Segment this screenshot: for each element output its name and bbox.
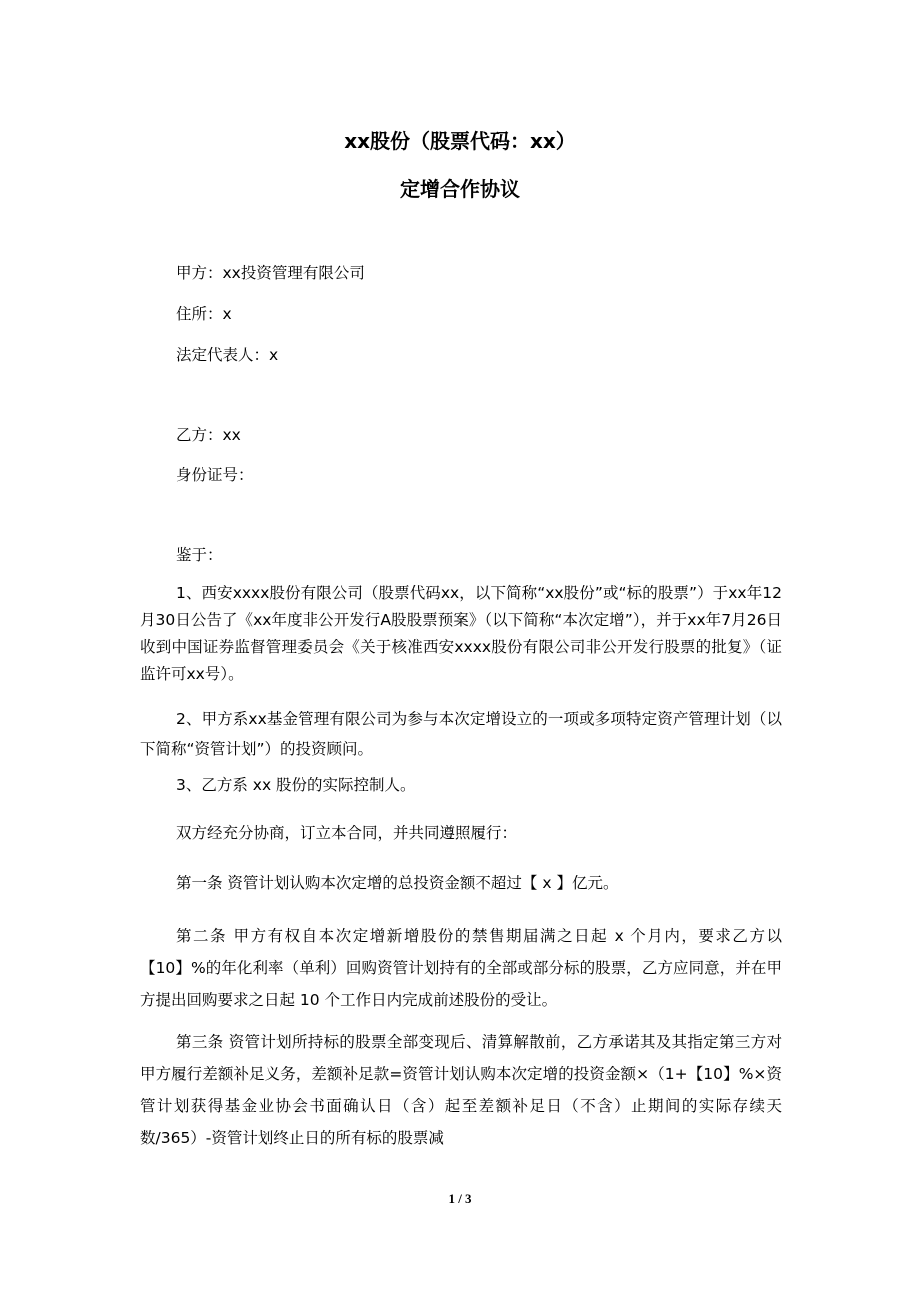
document-title-line1: xx股份（股票代码：xx） <box>344 129 576 153</box>
page-number: 1 / 3 <box>448 1191 472 1206</box>
party-a-representative: 法定代表人：x <box>176 346 279 364</box>
whereas-label: 鉴于： <box>176 546 223 564</box>
party-b-id-number: 身份证号： <box>176 466 254 484</box>
whereas-item-3: 3、乙方系 xx 股份的实际控制人。 <box>176 776 416 794</box>
whereas-item-1: 1、西安xxxx股份有限公司（股票代码xx，以下简称“xx股份”或“标的股票”）于xx年12月30日公告了《xx年度非公开发行A股股票预案》（以下简称“本次定增”），并于xx年7月26日收到中国证券监督管理委员会《关于核准西安xxxx股份有限公司非公开发行股票的批复》（证监许可xx号）。 <box>140 584 782 683</box>
document-title-line2: 定增合作协议 <box>400 177 520 201</box>
party-b-name: 乙方：xx <box>176 426 241 444</box>
article-3: 第三条 资管计划所持标的股票全部变现后、清算解散前，乙方承诺其及其指定第三方对甲方履行差额补足义务，差额补足款=资管计划认购本次定增的投资金额×（1+【10】%×资管计划获得基金业协会书面确认日（含）起至差额补足日（不含）止期间的实际存续天数/365）-资管计划终止日的所有标的股票减 <box>140 1033 782 1147</box>
whereas-item-2: 2、甲方系xx基金管理有限公司为参与本次定增设立的一项或多项特定资产管理计划（以下简称“资管计划”）的投资顾问。 <box>140 710 782 758</box>
party-a-name: 甲方：xx投资管理有限公司 <box>176 264 365 282</box>
agreement-intro: 双方经充分协商，订立本合同，并共同遵照履行： <box>176 824 518 842</box>
article-2: 第二条 甲方有权自本次定增新增股份的禁售期届满之日起 x 个月内，要求乙方以【10】%的年化利率（单利）回购资管计划持有的全部或部分标的股票，乙方应同意，并在甲方提出回购要求之日起 10 个工作日内完成前述股份的受让。 <box>140 927 782 1009</box>
party-a-address: 住所：x <box>176 305 232 323</box>
article-1: 第一条 资管计划认购本次定增的总投资金额不超过【 x 】亿元。 <box>176 874 619 892</box>
